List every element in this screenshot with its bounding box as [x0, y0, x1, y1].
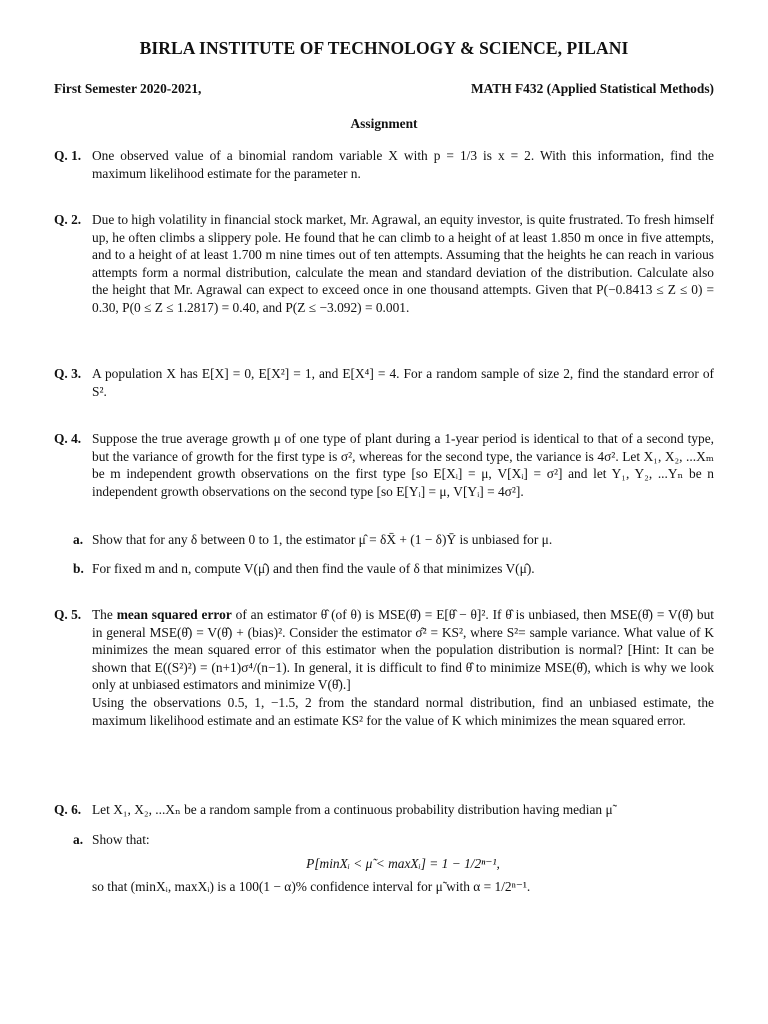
question-text: One observed value of a binomial random variable X with p = 1/3 is x = 2. With this information, find the maximum likelihood estimate for the parameter n. — [92, 148, 714, 181]
question-label: Q. 1. — [54, 148, 82, 163]
question-text: Due to high volatility in financial stock market, Mr. Agrawal, an equity investor, is quite frustrated. To fresh himself up, he often climbs a slippery pole. He found that he can climb to a height of at least 1.850 m once in five attempts, and to a height of at least 1.700 m nine times out of ten attempts. Assuming that the heights he can reach in various attempts form a normal distribution, calculate the mean and standard deviation of the distribution. Calculate also the height that Mr. Agrawal can expect to exceed once in one thousand attempts. Given that P(−0.8413 ≤ Z ≤ 0) = 0.30, P(0 ≤ Z ≤ 1.2817) = 0.40, and P(Z ≤ −3.092) = 0.001. — [92, 212, 714, 315]
part-text: For fixed m and n, compute V(μ̂) and then find the vaule of δ that minimizes V(μ̂). — [92, 561, 535, 576]
part-text: so that (minXᵢ, maxXᵢ) is a 100(1 − α)% confidence interval for μ̃ with α = 1/2ⁿ⁻¹. — [92, 879, 531, 895]
bold-term: mean squared error — [116, 607, 232, 622]
question-label: Q. 4. — [54, 431, 82, 446]
question-text — [92, 606, 714, 694]
question-label: Q. 6. — [54, 802, 82, 817]
question-text: Let X₁, X₂, ...Xₙ be a random sample from a continuous probability distribution having median μ̃ — [92, 802, 613, 817]
part-intro: Show that: — [92, 832, 150, 847]
semester-label: First Semester 2020-2021, — [54, 81, 202, 96]
part-label: a. — [73, 532, 84, 547]
course-label: MATH F432 (Applied Statistical Methods) — [470, 81, 714, 96]
question-text: A population X has E[X] = 0, E[X²] = 1, and E[X⁴] = 4. For a random sample of size 2, find the standard error of S². — [92, 366, 714, 399]
institute-title: BIRLA INSTITUTE OF TECHNOLOGY & SCIENCE, PILANI — [139, 38, 629, 58]
question-label: Q. 2. — [54, 212, 82, 227]
part-label: a. — [73, 832, 84, 847]
question-text-lead: The — [92, 607, 117, 622]
question-text-rest: of an estimator θ̂ (of θ) is MSE(θ̂) = E[θ̂ − θ]². If θ̂ is unbiased, then MSE(θ̂) = V(θ̂) but in general MSE(θ̂) = V(θ̂) + (bias)². Consider the estimator σ̂² = KS², where S²= sample variance. What value of K minimizes the mean squared error of this estimator when the population distribution is normal? [Hint: It can be shown that E((S²)²) = (n+1)σ⁴/(n−1). In general, it is difficult to find θ̂ to minimize MSE(θ̂), which is why we look only at unbiased estimators and minimize V(θ̂).] — [92, 607, 714, 693]
question-3 — [54, 365, 714, 400]
question-4 — [54, 430, 714, 500]
question-6-part-a — [73, 831, 714, 896]
question-label: Q. 3. — [54, 366, 82, 381]
part-body — [92, 831, 714, 896]
question-6 — [54, 801, 714, 819]
question-text: Suppose the true average growth μ of one type of plant during a 1-year period is identical to that of a second type, but the variance of growth for the first type is σ², whereas for the second type, the variance is 4σ². Let X₁, X₂, ...Xₘ be m independent growth observations on the first type [so E[Xᵢ] = μ, V[Xᵢ] = σ²] and let Y₁, Y₂, ...Yₙ be n independent growth observations on the second type [so E[Yᵢ] = μ, V[Yᵢ] = 4σ²]. — [92, 431, 714, 499]
question-4-part-b — [73, 560, 714, 578]
question-text-continued: Using the observations 0.5, 1, −1.5, 2 from the standard normal distribution, find an unbiased estimate, the maximum likelihood estimate and an estimate KS² for the value of K which minimizes the mean squared error. — [92, 694, 714, 728]
equation: P[minXᵢ < μ̃ < maxXᵢ] = 1 − 1/2ⁿ⁻¹, — [306, 855, 500, 871]
document-type-heading: Assignment — [350, 116, 418, 131]
part-label: b. — [73, 561, 84, 576]
question-5 — [54, 606, 714, 729]
question-1 — [54, 147, 714, 182]
part-text: Show that for any δ between 0 to 1, the estimator μ̂ = δX̄ + (1 − δ)Ȳ is unbiased for μ. — [92, 532, 553, 547]
question-4-part-a — [73, 531, 714, 549]
question-label: Q. 5. — [54, 607, 82, 622]
question-2 — [54, 211, 714, 317]
